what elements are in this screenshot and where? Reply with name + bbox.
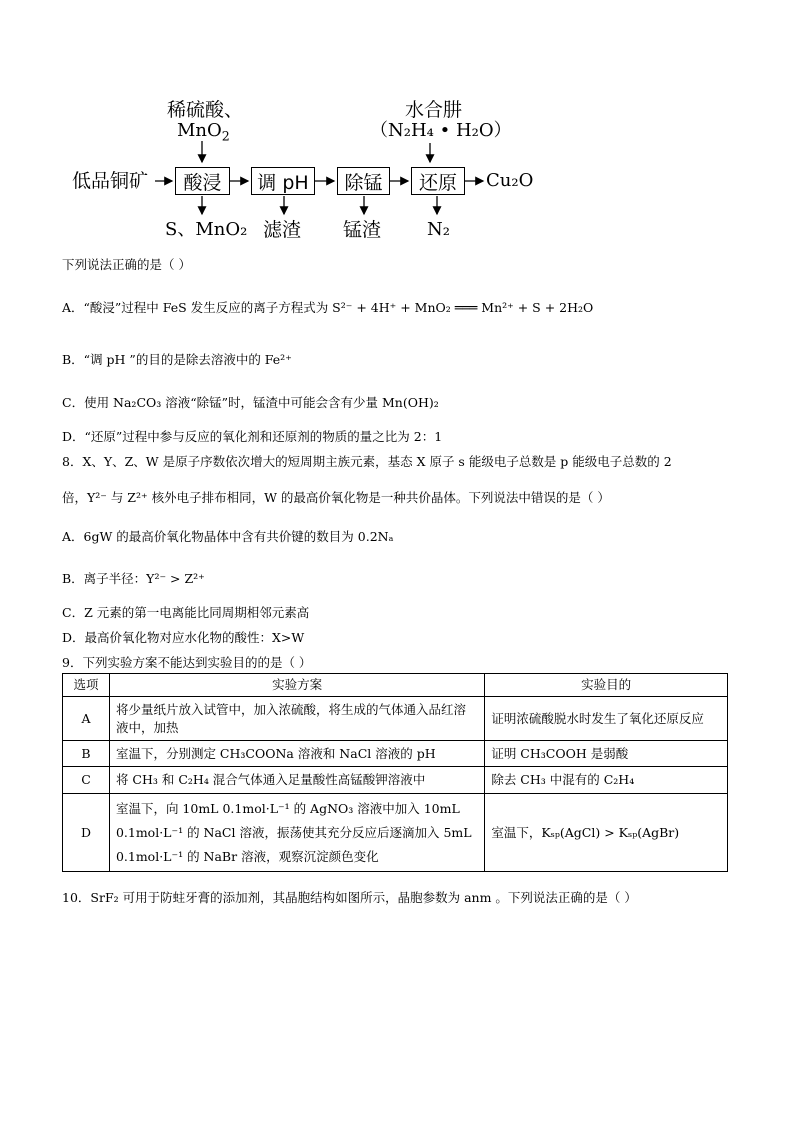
q8-option-d: D．最高价氧化物对应水化物的酸性：X>W bbox=[62, 630, 305, 645]
row-plan: 室温下，向 10mL 0.1mol·L⁻¹ 的 AgNO₃ 溶液中加入 10mL 0.1mol·L⁻¹ 的 NaCl 溶液，振荡使其充分反应后逐滴加入 5mL 0.1mol·L⁻¹ 的 NaBr 溶液，观察沉淀颜色变化 bbox=[109, 794, 484, 872]
header-plan: 实验方案 bbox=[109, 674, 484, 697]
reagent2-line2: （N₂H₄ • H₂O） bbox=[370, 120, 512, 141]
table-row bbox=[63, 767, 728, 794]
q8-stem-line2: 倍，Y²⁻ 与 Z²⁺ 核外电子排布相同，W 的最高价氧化物是一种共价晶体。下列说法中错误的是（ ） bbox=[62, 490, 610, 505]
table-row bbox=[63, 697, 728, 741]
row-option: C bbox=[63, 767, 110, 794]
q7-stem: 下列说法正确的是（ ） bbox=[62, 257, 191, 272]
flow-product: Cu₂O bbox=[486, 170, 534, 191]
row-goal: 除去 CH₃ 中混有的 C₂H₄ bbox=[485, 767, 728, 794]
waste-3: 锰渣 bbox=[343, 219, 382, 241]
flow-step-reduce: 还原 bbox=[411, 167, 465, 195]
q7-option-c: C．使用 Na₂CO₃ 溶液“除锰”时，锰渣中可能会含有少量 Mn(OH)₂ bbox=[62, 395, 439, 410]
q9-stem: 9．下列实验方案不能达到实验目的的是（ ） bbox=[62, 655, 312, 670]
q7-option-a: A．“酸浸”过程中 FeS 发生反应的离子方程式为 S²⁻ + 4H⁺ + MnO₂ ═══ Mn²⁺ + S + 2H₂O bbox=[62, 300, 594, 315]
reagent2-line1: 水合肼 bbox=[405, 99, 463, 121]
header-goal: 实验目的 bbox=[485, 674, 728, 697]
row-plan: 将 CH₃ 和 C₂H₄ 混合气体通入足量酸性高锰酸钾溶液中 bbox=[109, 767, 484, 794]
q7-option-b: B．“调 pH ”的目的是除去溶液中的 Fe²⁺ bbox=[62, 352, 292, 367]
row-option: B bbox=[63, 741, 110, 767]
q7-option-d: D．“还原”过程中参与反应的氧化剂和还原剂的物质的量之比为 2：1 bbox=[62, 429, 443, 444]
reagent1-line1: 稀硫酸、 bbox=[167, 99, 244, 121]
waste-2: 滤渣 bbox=[263, 219, 302, 241]
flow-step-acid-leach: 酸浸 bbox=[175, 167, 230, 195]
table-row bbox=[63, 741, 728, 767]
waste-1: S、MnO₂ bbox=[165, 219, 248, 240]
waste-4: N₂ bbox=[427, 219, 450, 240]
table-header-row bbox=[63, 674, 728, 697]
header-option: 选项 bbox=[63, 674, 110, 697]
q8-option-a: A．6gW 的最高价氧化物晶体中含有共价键的数目为 0.2Nₐ bbox=[62, 529, 394, 544]
flow-start: 低品铜矿 bbox=[72, 170, 149, 192]
row-option: A bbox=[63, 697, 110, 741]
flow-step-remove-mn: 除锰 bbox=[337, 167, 390, 195]
q8-option-c: C．Z 元素的第一电离能比同周期相邻元素高 bbox=[62, 605, 310, 620]
row-plan: 将少量纸片放入试管中，加入浓硫酸，将生成的气体通入品红溶液中，加热 bbox=[109, 697, 484, 741]
reagent1-line2: MnO$_2$ bbox=[177, 120, 230, 144]
row-goal: 证明浓硫酸脱水时发生了氧化还原反应 bbox=[485, 697, 728, 741]
flow-step-adjust-ph: 调 pH bbox=[251, 167, 315, 195]
row-option: D bbox=[63, 794, 110, 872]
table-row bbox=[63, 794, 728, 872]
row-goal: 证明 CH₃COOH 是弱酸 bbox=[485, 741, 728, 767]
q8-stem-line1: 8．X、Y、Z、W 是原子序数依次增大的短周期主族元素，基态 X 原子 s 能级电子总数是 p 能级电子总数的 2 bbox=[62, 454, 672, 469]
row-goal: 室温下，Kₛₚ(AgCl) > Kₛₚ(AgBr) bbox=[485, 794, 728, 872]
q8-option-b: B．离子半径：Y²⁻ > Z²⁺ bbox=[62, 571, 205, 586]
q10-stem: 10．SrF₂ 可用于防蛀牙膏的添加剂，其晶胞结构如图所示，晶胞参数为 anm 。下列说法正确的是（ ） bbox=[62, 890, 637, 905]
q9-experiment-table bbox=[62, 673, 728, 872]
row-plan: 室温下，分别测定 CH₃COONa 溶液和 NaCl 溶液的 pH bbox=[109, 741, 484, 767]
